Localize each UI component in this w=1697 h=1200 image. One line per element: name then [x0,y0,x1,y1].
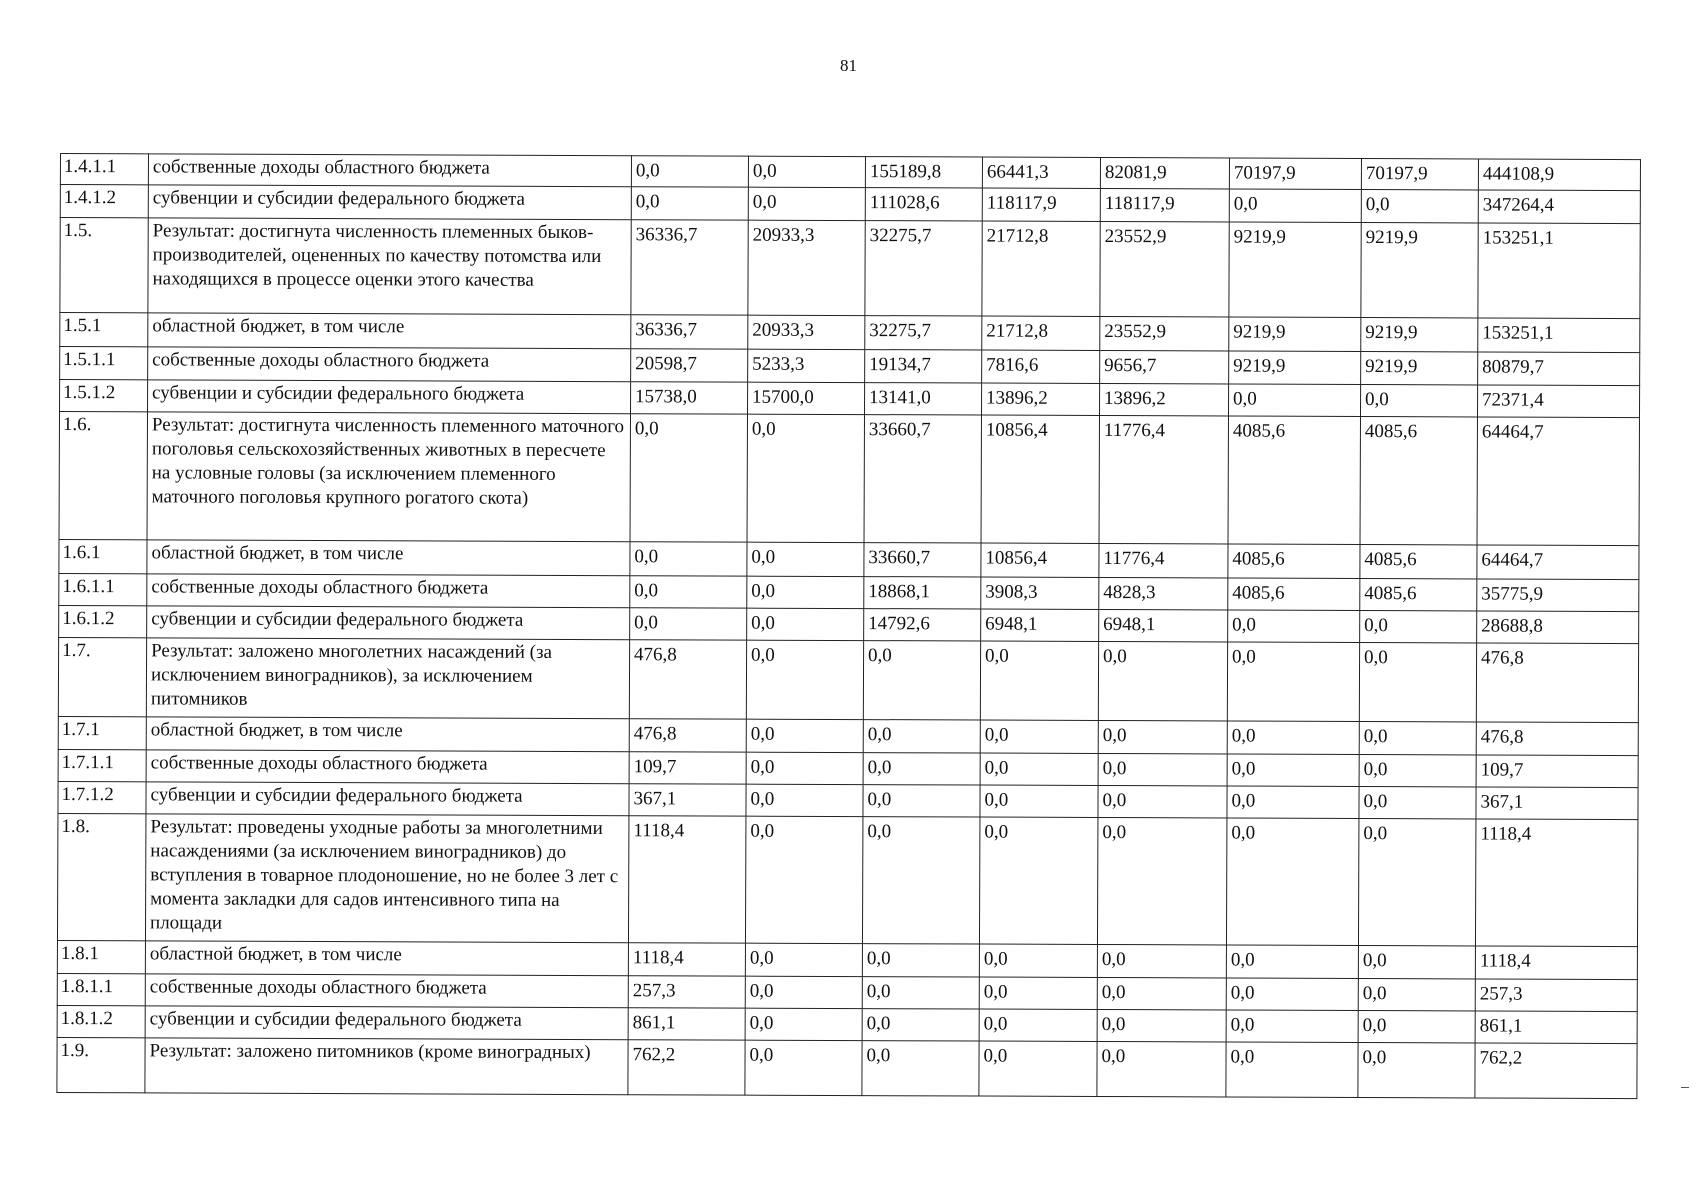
row-value: 0,0 [745,816,862,943]
row-value: 0,0 [980,720,1098,753]
row-description: субвенции и субсидии федерального бюджета [148,380,631,414]
row-code: 1.8.1.1 [57,973,145,1005]
row-value: 19134,7 [865,350,982,383]
row-value: 32275,7 [865,221,982,316]
row-value: 9219,9 [1361,222,1478,317]
row-value: 9219,9 [1229,222,1361,318]
row-code: 1.4.1.1 [60,154,148,185]
row-description: субвенции и субсидии федерального бюджета [148,185,631,220]
row-value: 4085,6 [1228,544,1360,579]
row-value: 0,0 [630,414,747,542]
row-value: 762,2 [1475,1043,1637,1099]
row-code: 1.5.1 [60,313,148,347]
row-value: 153251,1 [1478,223,1640,319]
row-value: 0,0 [1097,977,1226,1009]
row-value: 0,0 [862,1041,979,1096]
row-value: 476,8 [629,640,746,719]
table-row [60,218,1640,319]
row-value: 11776,4 [1099,415,1228,543]
row-description: областной бюджет, в том числе [145,941,628,976]
row-code: 1.5.1.2 [60,380,148,412]
row-value: 70197,9 [1229,158,1361,190]
row-value: 0,0 [1227,786,1359,819]
table-row [57,1037,1637,1098]
table-row [57,813,1637,946]
row-description: Результат: заложено многолетних насаждений (за исключением виноградников), за исключением питомников [146,638,629,719]
row-code: 1.7. [58,637,146,716]
row-value: 9219,9 [1229,317,1361,352]
row-value: 0,0 [746,640,863,719]
row-value: 10856,4 [981,415,1099,543]
row-value: 0,0 [863,720,980,753]
row-code: 1.8.1.2 [57,1005,145,1037]
row-value: 11776,4 [1099,543,1228,577]
row-value: 4085,6 [1360,416,1477,544]
row-value: 0,0 [1097,817,1226,944]
row-value: 0,0 [863,753,980,785]
row-value: 20598,7 [631,349,748,382]
row-value: 9219,9 [1361,317,1478,351]
row-value: 0,0 [1098,785,1227,817]
row-value: 33660,7 [864,415,981,543]
row-value: 347264,4 [1478,190,1640,224]
row-value: 118117,9 [1100,188,1229,221]
row-value: 861,1 [628,1008,745,1040]
row-value: 4085,6 [1360,544,1477,578]
row-value: 476,8 [1476,643,1638,723]
row-value: 0,0 [980,753,1098,785]
row-value: 9656,7 [1100,350,1229,383]
row-value: 0,0 [1358,978,1475,1010]
row-value: 1118,4 [628,943,745,976]
row-value: 28688,8 [1477,611,1639,644]
row-value: 0,0 [1097,944,1226,977]
row-value: 0,0 [745,1040,862,1095]
row-description: областной бюджет, в том числе [148,313,631,349]
row-value: 4828,3 [1099,577,1228,609]
row-description: субвенции и субсидии федерального бюджета [147,606,630,640]
row-value: 0,0 [1358,818,1475,945]
row-value: 0,0 [630,576,747,608]
row-value: 66441,3 [982,157,1100,188]
row-value: 0,0 [1098,641,1227,720]
row-code: 1.6.1 [59,539,147,573]
budget-table [56,153,1641,1099]
row-code: 1.8.1 [57,940,145,973]
row-value: 6948,1 [981,609,1099,641]
row-description: собственные доходы областного бюджета [146,750,629,784]
row-value: 257,3 [628,976,745,1008]
row-value: 6948,1 [1099,609,1228,641]
row-value: 0,0 [863,785,980,817]
row-description: Результат: достигнута численность племенных быков-производителей, оцененных по качеству потомства или находящихся в процессе оценки этого качества [148,218,631,315]
table-row [58,637,1638,722]
row-value: 109,7 [629,752,746,784]
row-value: 0,0 [746,752,863,784]
row-value: 0,0 [747,576,864,608]
row-value: 0,0 [1226,978,1358,1011]
row-value: 0,0 [979,1009,1097,1041]
row-value: 36336,7 [631,315,748,349]
row-value: 0,0 [1226,1010,1358,1043]
row-value: 82081,9 [1100,157,1229,188]
row-value: 0,0 [630,608,747,640]
row-value: 109,7 [1476,755,1638,788]
row-value: 0,0 [745,976,862,1008]
row-code: 1.9. [57,1037,145,1092]
row-value: 476,8 [1476,722,1638,756]
row-value: 15700,0 [748,382,865,414]
row-value: 762,2 [628,1040,745,1095]
row-code: 1.6.1.1 [59,573,147,605]
row-value: 0,0 [631,156,748,187]
row-value: 0,0 [747,542,864,576]
row-value: 21712,8 [982,221,1100,316]
row-value: 32275,7 [865,316,982,350]
row-value: 18868,1 [864,577,981,609]
row-value: 0,0 [862,817,979,944]
row-value: 0,0 [748,187,865,220]
row-description: собственные доходы областного бюджета [148,347,631,382]
row-value: 3908,3 [981,577,1099,609]
row-value: 0,0 [1358,945,1475,978]
row-value: 0,0 [1361,189,1478,222]
row-value: 0,0 [1227,721,1359,755]
row-value: 861,1 [1475,1011,1637,1044]
row-value: 21712,8 [982,316,1100,350]
row-value: 0,0 [979,817,1097,944]
row-value: 20933,3 [748,315,865,349]
row-value: 4085,6 [1360,578,1477,610]
row-value: 9219,9 [1229,351,1361,385]
row-value: 0,0 [745,943,862,976]
row-description: областной бюджет, в том числе [147,540,630,576]
row-value: 0,0 [979,977,1097,1009]
row-code: 1.7.1.2 [58,781,146,813]
row-value: 0,0 [979,944,1097,977]
row-value: 0,0 [747,414,864,542]
row-value: 0,0 [862,944,979,977]
row-value: 0,0 [745,1008,862,1040]
row-value: 36336,7 [631,220,748,315]
row-description: собственные доходы областного бюджета [148,154,631,187]
row-value: 13896,2 [982,383,1100,415]
row-description: Результат: проведены уходные работы за многолетними насаждениями (за исключением виноградников) до вступления в товарное плодоношение, но не более 3 лет с момента закладки для садов интенсивного типа на площади [145,814,628,943]
row-value: 0,0 [862,977,979,1009]
row-value: 0,0 [1226,945,1358,979]
row-value: 0,0 [1360,384,1477,416]
row-value: 0,0 [1097,1009,1226,1041]
row-description: Результат: заложено питомников (кроме виноградных) [145,1038,628,1095]
row-value: 0,0 [1229,189,1361,223]
row-value: 0,0 [1359,786,1476,818]
row-value: 476,8 [629,719,746,752]
row-value: 0,0 [630,542,747,576]
row-value: 0,0 [1226,818,1358,946]
row-value: 0,0 [980,641,1098,720]
table-row [59,412,1639,546]
row-value: 5233,3 [748,349,865,382]
row-value: 1118,4 [1475,946,1637,980]
row-value: 444108,9 [1478,159,1640,191]
row-value: 23552,9 [1100,221,1229,316]
row-value: 15738,0 [631,382,748,414]
row-value: 4085,6 [1228,578,1360,611]
row-value: 64464,7 [1477,417,1639,546]
row-value: 0,0 [1359,721,1476,754]
row-description: субвенции и субсидии федерального бюджета [145,1006,628,1040]
row-value: 0,0 [1359,754,1476,786]
row-value: 0,0 [746,784,863,816]
row-value: 23552,9 [1100,316,1229,350]
row-value: 0,0 [1227,754,1359,787]
row-value: 367,1 [629,784,746,816]
row-value: 0,0 [746,719,863,752]
row-code: 1.5.1.1 [60,347,148,380]
row-code: 1.6. [59,412,147,540]
row-code: 1.5. [60,218,148,313]
row-value: 0,0 [1098,753,1227,785]
row-value: 10856,4 [981,543,1099,577]
row-value: 0,0 [1358,1042,1475,1097]
row-value: 0,0 [747,608,864,640]
row-value: 257,3 [1475,979,1637,1012]
row-code: 1.8. [57,813,145,940]
row-description: собственные доходы областного бюджета [147,574,630,608]
row-value: 0,0 [1228,610,1360,643]
row-value: 0,0 [980,785,1098,817]
row-value: 64464,7 [1477,545,1639,580]
row-value: 0,0 [1097,1041,1226,1096]
row-value: 153251,1 [1478,318,1640,353]
row-description: собственные доходы областного бюджета [145,974,628,1008]
row-value: 4085,6 [1228,416,1360,545]
table-body [57,154,1641,1099]
row-value: 0,0 [1228,384,1360,417]
row-description: субвенции и субсидии федерального бюджета [146,782,629,816]
row-value: 80879,7 [1478,352,1640,386]
row-value: 72371,4 [1477,385,1639,418]
row-code: 1.7.1 [58,716,146,749]
row-description: Результат: достигнута численность племенного маточного поголовья сельскохозяйственных животных в пересчете на условные головы (за исключением племенного маточного поголовья крупного рогатого скота) [147,412,630,542]
row-value: 0,0 [1098,720,1227,753]
row-value: 118117,9 [982,188,1100,221]
row-value: 0,0 [748,156,865,187]
row-value: 7816,6 [982,350,1100,383]
row-code: 1.6.1.2 [59,605,147,637]
row-value: 1118,4 [628,816,745,943]
row-description: областной бюджет, в том числе [146,717,629,752]
row-value: 0,0 [1359,642,1476,721]
row-value: 0,0 [862,1009,979,1041]
row-value: 14792,6 [864,609,981,641]
row-value: 9219,9 [1361,351,1478,384]
row-code: 1.7.1.1 [58,749,146,781]
row-value: 111028,6 [865,188,982,221]
row-value: 0,0 [863,641,980,720]
row-value: 155189,8 [865,157,982,188]
row-value: 70197,9 [1361,158,1478,189]
row-value: 1118,4 [1475,819,1637,947]
row-value: 13896,2 [1099,383,1228,415]
page-number: 81 [840,56,857,75]
row-value: 33660,7 [864,543,981,577]
row-value: 0,0 [1226,1042,1358,1098]
row-code: 1.4.1.2 [60,185,148,218]
row-value: 20933,3 [748,220,865,315]
row-value: 0,0 [1358,1010,1475,1042]
row-value: 35775,9 [1477,579,1639,612]
row-value: 0,0 [979,1041,1097,1096]
scan-edge-mark [1681,1087,1689,1088]
row-value: 13141,0 [865,383,982,415]
row-value: 0,0 [631,187,748,220]
row-value: 367,1 [1476,787,1638,820]
row-value: 0,0 [1360,610,1477,642]
row-value: 0,0 [1227,642,1359,722]
